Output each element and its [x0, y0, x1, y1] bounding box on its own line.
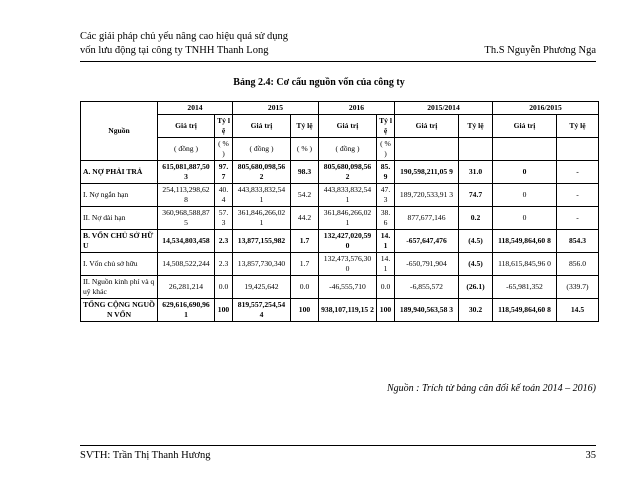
table-cell: 14.5	[557, 299, 599, 322]
table-row	[81, 230, 599, 253]
table-cell: 97.7	[215, 161, 233, 184]
table-cell: 856.0	[557, 253, 599, 276]
table-cell: -650,791,904	[395, 253, 459, 276]
table-cell: 13,857,730,340	[233, 253, 291, 276]
table-cell: 189,940,563,58 3	[395, 299, 459, 322]
table-cell: 443,833,832,54 1	[233, 184, 291, 207]
value-header: Giá trị	[319, 115, 377, 138]
header-author: Th.S Nguyễn Phương Nga	[484, 45, 596, 56]
row-label: II. Nợ dài hạn	[81, 207, 158, 230]
table-cell: 100	[377, 299, 395, 322]
table-cell: 0	[493, 184, 557, 207]
table-cell: 0	[493, 161, 557, 184]
header-line-1: Các giải pháp chủ yếu nâng cao hiệu quả sử dụng	[80, 31, 289, 42]
change-2015-2014: 2015/2014	[395, 102, 493, 115]
table-cell: 0.0	[215, 276, 233, 299]
table-cell: 2.3	[215, 230, 233, 253]
page-header	[80, 28, 596, 62]
unit-dong: ( đồng )	[233, 138, 291, 161]
year-2014: 2014	[158, 102, 233, 115]
value-header: Giá trị	[158, 115, 215, 138]
table-cell: 938,107,119,15 2	[319, 299, 377, 322]
unit-empty	[557, 138, 599, 161]
table-cell: 14. 1	[377, 230, 395, 253]
table-cell: 31.0	[459, 161, 493, 184]
header-title	[80, 30, 288, 58]
table-cell: 805,680,098,56 2	[319, 161, 377, 184]
change-2016-2015: 2016/2015	[493, 102, 599, 115]
unit-pct: ( % )	[377, 138, 395, 161]
unit-empty	[459, 138, 493, 161]
row-label: I. Vốn chủ sở hữu	[81, 253, 158, 276]
unit-dong: ( đồng )	[158, 138, 215, 161]
table-cell: 13,877,155,982	[233, 230, 291, 253]
table-cell: (4.5)	[459, 253, 493, 276]
unit-pct: ( % )	[215, 138, 233, 161]
source-note: Nguồn : Trích từ bảng cân đối kế toán 2014 – 2016)	[386, 383, 596, 394]
row-label: TỔNG CỘNG NGUỒN VỐN	[81, 299, 158, 322]
table-cell: 38. 6	[377, 207, 395, 230]
source-column-header: Nguồn	[81, 102, 158, 161]
table-cell: 361,846,266,02 1	[233, 207, 291, 230]
table-caption: Bảng 2.4: Cơ cấu nguồn vốn của công ty	[233, 77, 405, 88]
table-cell: 0	[493, 207, 557, 230]
table-cell: 443,833,832,54 1	[319, 184, 377, 207]
unit-dong: ( đồng )	[319, 138, 377, 161]
table-cell: 100	[215, 299, 233, 322]
table-cell: 0.0	[291, 276, 319, 299]
year-2015: 2015	[233, 102, 319, 115]
table-cell: 30.2	[459, 299, 493, 322]
table-cell: 805,680,098,56 2	[233, 161, 291, 184]
table-cell: 819,557,254,54 4	[233, 299, 291, 322]
table-row	[81, 161, 599, 184]
table-cell: 57.3	[215, 207, 233, 230]
ratio-header: Tỷ lệ	[557, 115, 599, 138]
table-cell: 118,549,864,60 8	[493, 230, 557, 253]
table-cell: 14,534,803,458	[158, 230, 215, 253]
table-cell: 132,473,576,30 0	[319, 253, 377, 276]
table-cell: 47. 3	[377, 184, 395, 207]
table-cell: 14,508,522,244	[158, 253, 215, 276]
table-cell: 190,598,211,05 9	[395, 161, 459, 184]
table-cell: -6,855,572	[395, 276, 459, 299]
header-row-units	[81, 138, 599, 161]
table-cell: 85. 9	[377, 161, 395, 184]
table-cell: 26,281,214	[158, 276, 215, 299]
table-cell: 98.3	[291, 161, 319, 184]
table-cell: 44.2	[291, 207, 319, 230]
table-cell: 0.0	[377, 276, 395, 299]
value-header: Giá trị	[493, 115, 557, 138]
table-cell: -	[557, 207, 599, 230]
row-label: B. VỐN CHỦ SỞ HỮU	[81, 230, 158, 253]
table-cell: -	[557, 161, 599, 184]
page-number: 35	[585, 450, 596, 461]
ratio-header: Tỷ lệ	[459, 115, 493, 138]
row-label: II. Nguồn kinh phí và quỹ khác	[81, 276, 158, 299]
table-cell: 100	[291, 299, 319, 322]
table-cell: 189,720,533,91 3	[395, 184, 459, 207]
table-cell: 361,846,266,02 1	[319, 207, 377, 230]
unit-empty	[395, 138, 459, 161]
table-body	[81, 161, 599, 322]
table-cell: 118,615,845,96 0	[493, 253, 557, 276]
table-cell: 118,549,864,60 8	[493, 299, 557, 322]
row-label: I. Nợ ngắn hạn	[81, 184, 158, 207]
table-cell: 629,616,690,96 1	[158, 299, 215, 322]
table-row	[81, 207, 599, 230]
table-cell: 0.2	[459, 207, 493, 230]
value-header: Giá trị	[395, 115, 459, 138]
table-cell: -65,981,352	[493, 276, 557, 299]
value-header: Giá trị	[233, 115, 291, 138]
table-cell: 877,677,146	[395, 207, 459, 230]
table-cell: (339.7)	[557, 276, 599, 299]
table-cell: 54.2	[291, 184, 319, 207]
header-line-2: vốn lưu động tại công ty TNHH Thanh Long	[80, 45, 269, 56]
table-cell: -46,555,710	[319, 276, 377, 299]
table-cell: -	[557, 184, 599, 207]
table-cell: 360,968,588,87 5	[158, 207, 215, 230]
year-2016: 2016	[319, 102, 395, 115]
page-footer	[80, 445, 596, 461]
capital-structure-table	[80, 101, 599, 322]
ratio-header: Tỷ lệ	[215, 115, 233, 138]
header-row-years	[81, 102, 599, 115]
table-cell: 1.7	[291, 253, 319, 276]
header-row-metrics	[81, 115, 599, 138]
table-cell: 615,081,887,50 3	[158, 161, 215, 184]
table-row	[81, 184, 599, 207]
table-cell: 74.7	[459, 184, 493, 207]
unit-empty	[493, 138, 557, 161]
table-cell: 14. 1	[377, 253, 395, 276]
table-cell: 19,425,642	[233, 276, 291, 299]
footer-author: SVTH: Trần Thị Thanh Hương	[80, 450, 211, 461]
table-cell: (26.1)	[459, 276, 493, 299]
table-row	[81, 299, 599, 322]
table-cell: 40.4	[215, 184, 233, 207]
table-cell: 1.7	[291, 230, 319, 253]
table-cell: 854.3	[557, 230, 599, 253]
row-label: A. NỢ PHẢI TRẢ	[81, 161, 158, 184]
ratio-header: Tỷ lệ	[377, 115, 395, 138]
table-row	[81, 253, 599, 276]
table-cell: 2.3	[215, 253, 233, 276]
table-cell: -657,647,476	[395, 230, 459, 253]
unit-pct: ( % )	[291, 138, 319, 161]
table-row	[81, 276, 599, 299]
ratio-header: Tỷ lệ	[291, 115, 319, 138]
table-cell: (4.5)	[459, 230, 493, 253]
table-cell: 132,427,020,59 0	[319, 230, 377, 253]
table-cell: 254,113,298,62 8	[158, 184, 215, 207]
